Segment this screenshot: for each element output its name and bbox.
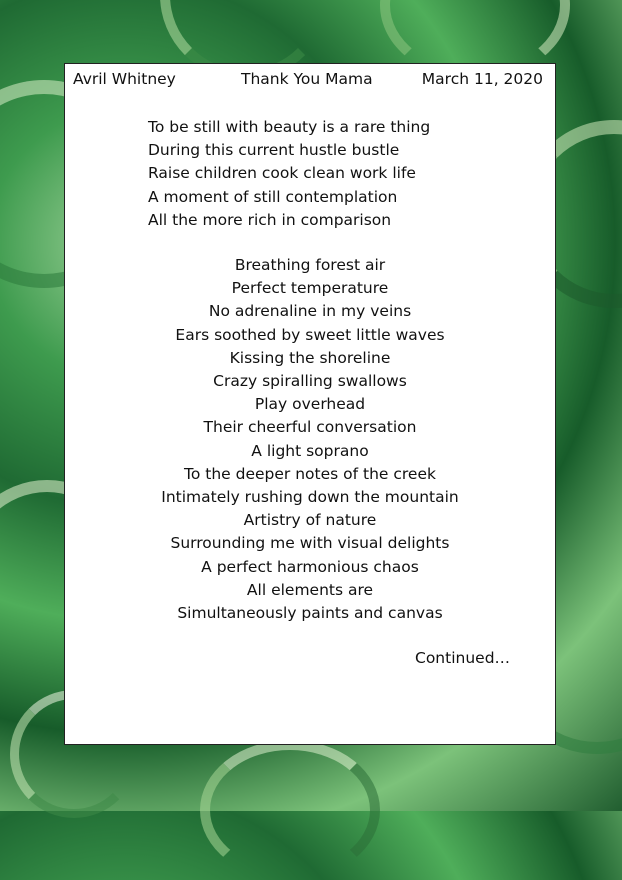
poem-line: All elements are bbox=[246, 580, 374, 599]
poem-line: To be still with beauty is a rare thing bbox=[148, 118, 431, 136]
continued-note: Continued… bbox=[415, 649, 511, 667]
poem-line: Raise children cook clean work life bbox=[148, 164, 416, 183]
poem-line: Ears soothed by sweet little waves bbox=[175, 325, 445, 344]
author-name: Avril Whitney bbox=[73, 70, 176, 88]
stanza-2 bbox=[65, 254, 555, 625]
poem-line: Their cheerful conversation bbox=[203, 418, 417, 437]
poem-line: During this current hustle bustle bbox=[148, 141, 400, 160]
poem-line: To the deeper notes of the creek bbox=[184, 464, 436, 483]
poem-title: Thank You Mama bbox=[241, 70, 373, 88]
poem-line: Breathing forest air bbox=[234, 256, 386, 274]
poem-page bbox=[64, 63, 556, 745]
poem-line: Surrounding me with visual delights bbox=[170, 534, 450, 553]
poem-line: Artistry of nature bbox=[243, 511, 377, 530]
poem-line: A moment of still contemplation bbox=[148, 187, 398, 206]
poem-line: Crazy spiralling swallows bbox=[213, 372, 407, 391]
poem-line: Intimately rushing down the mountain bbox=[161, 488, 459, 507]
background-swirl bbox=[200, 740, 380, 880]
poem-line: Kissing the shoreline bbox=[229, 348, 391, 367]
page-header bbox=[73, 70, 543, 90]
poem-date: March 11, 2020 bbox=[421, 70, 543, 88]
poem-line: Simultaneously paints and canvas bbox=[177, 604, 443, 623]
poem-line: A perfect harmonious chaos bbox=[201, 557, 419, 576]
poem-line: Perfect temperature bbox=[231, 279, 389, 298]
stanza-1 bbox=[148, 116, 430, 232]
poem-line: Play overhead bbox=[254, 395, 366, 414]
poem-line: All the more rich in comparison bbox=[148, 210, 392, 229]
poem-line: No adrenaline in my veins bbox=[208, 302, 412, 321]
poem-line: A light soprano bbox=[251, 441, 369, 460]
